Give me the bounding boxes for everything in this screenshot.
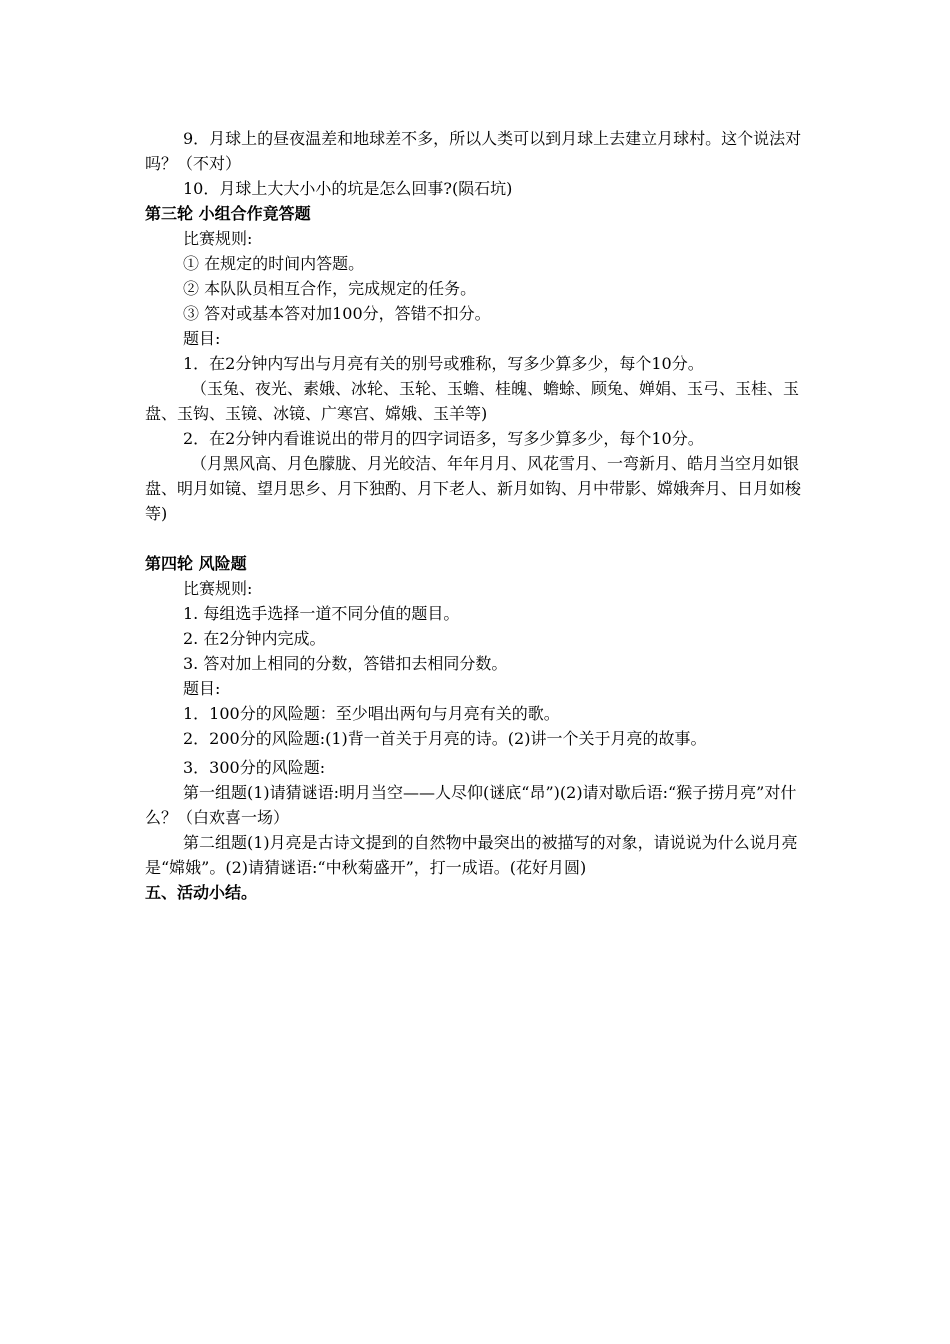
round-4-heading: 第四轮 风险题 bbox=[145, 554, 247, 573]
round-3-answer-2: （月黑风高、月色朦胧、月光皎洁、年年月月、风花雪月、一弯新月、皓月当空月如银盘、明月如镜、望月思乡、月下独酌、月下老人、新月如钩、月中带影、嫦娥奔月、日月如梭等) bbox=[145, 454, 802, 523]
round-4-questions-label: 题目: bbox=[183, 679, 221, 698]
question-10: 10．月球上大大小小的坑是怎么回事?(陨石坑) bbox=[183, 179, 513, 198]
round-4-question-3: 3．300分的风险题: bbox=[183, 758, 326, 777]
round-4-question-2: 2．200分的风险题:(1)背一首关于月亮的诗。(2)讲一个关于月亮的故事。 bbox=[183, 729, 707, 748]
section-spacer bbox=[145, 526, 810, 551]
round-3-rule-2: ② 本队队员相互合作，完成规定的任务。 bbox=[183, 279, 477, 298]
round-4-group-2: 第二组题(1)月亮是古诗文提到的自然物中最突出的被描写的对象，请说说为什么说月亮是“嫦娥”。(2)请猜谜语:“中秋菊盛开”，打一成语。(花好月圆) bbox=[145, 833, 798, 877]
round-4-rule-3: 3. 答对加上相同的分数，答错扣去相同分数。 bbox=[183, 654, 508, 673]
round-3-questions-label: 题目: bbox=[183, 329, 221, 348]
round-3-rule-3: ③ 答对或基本答对加100分，答错不扣分。 bbox=[183, 304, 491, 323]
document-page bbox=[145, 126, 810, 905]
round-3-question-2: 2．在2分钟内看谁说出的带月的四字词语多，写多少算多少，每个10分。 bbox=[183, 429, 704, 448]
round-3-answer-1: （玉兔、夜光、素娥、冰轮、玉轮、玉蟾、桂魄、蟾蜍、顾兔、婵娟、玉弓、玉桂、玉盘、玉钩、玉镜、冰镜、广寒宫、嫦娥、玉羊等) bbox=[145, 379, 800, 423]
round-4-group-1: 第一组题(1)请猜谜语:明月当空——人尽仰(谜底“昂”)(2)请对歇后语:“猴子捞月亮”对什么？（白欢喜一场） bbox=[145, 783, 797, 827]
round-3-rule-1: ① 在规定的时间内答题。 bbox=[183, 254, 365, 273]
round-3-rules-label: 比赛规则: bbox=[183, 229, 253, 248]
round-4-question-1: 1．100分的风险题：至少唱出两句与月亮有关的歌。 bbox=[183, 704, 560, 723]
summary-heading: 五、活动小结。 bbox=[145, 883, 258, 902]
round-4-rule-2: 2. 在2分钟内完成。 bbox=[183, 629, 326, 648]
round-3-question-1: 1．在2分钟内写出与月亮有关的别号或雅称，写多少算多少，每个10分。 bbox=[183, 354, 704, 373]
round-4-rules-label: 比赛规则: bbox=[183, 579, 253, 598]
round-3-heading: 第三轮 小组合作竟答题 bbox=[145, 204, 311, 223]
round-4-rule-1: 1. 每组选手选择一道不同分值的题目。 bbox=[183, 604, 460, 623]
question-9: 9．月球上的昼夜温差和地球差不多，所以人类可以到月球上去建立月球村。这个说法对吗？（不对） bbox=[145, 129, 802, 173]
